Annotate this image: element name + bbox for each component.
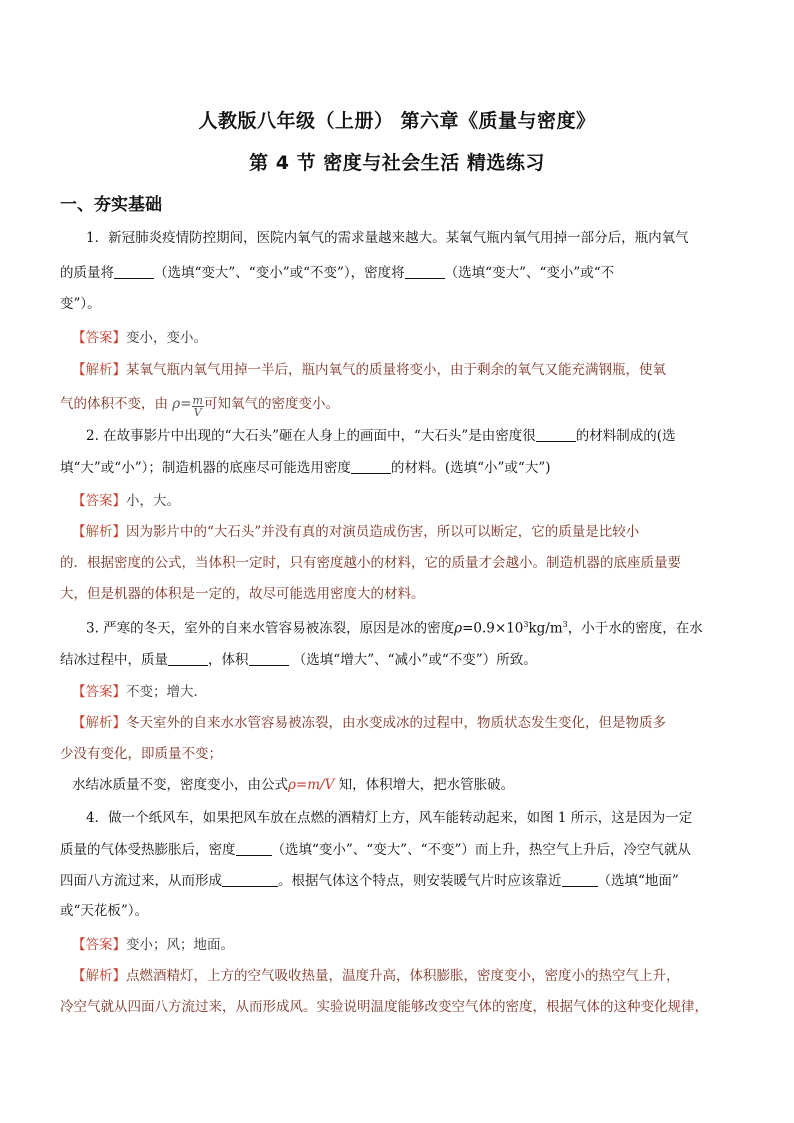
- section-heading: 一、夯实基础: [60, 195, 162, 215]
- q4-answer: [72, 939, 234, 953]
- text-span: 填“大”或“小”）；制造机器的底座尽可能选用密度: [60, 460, 351, 476]
- q1-line-3: 变”）。: [60, 296, 101, 312]
- q4-line-3: [60, 874, 679, 889]
- text-span: 知，体积增大，把水管胀破。: [334, 777, 515, 793]
- q1-line-2: [60, 266, 614, 281]
- text-span: m: [192, 394, 203, 407]
- text-span: 质量的气体受热膨胀后，密度: [60, 842, 236, 858]
- q4-blank-3: [562, 874, 598, 887]
- q4-line-4: 或“天花板”）。: [60, 903, 149, 919]
- text-span: 变小；风；地面。: [126, 937, 234, 953]
- text-span: 可知氧气的密度变小。: [203, 396, 339, 412]
- text-span: 的材料。(选填“小”或“大”): [390, 460, 551, 476]
- text-span: 【答案】: [72, 493, 126, 509]
- q1-blank-2: [405, 266, 445, 279]
- text-span: V: [193, 406, 202, 419]
- q3-explanation-3: [72, 779, 514, 793]
- superscript: 3: [562, 620, 568, 629]
- text-span: ，小于水的密度，在水: [567, 620, 703, 637]
- text-span: 四面八方流过来，从而形成: [60, 873, 222, 889]
- q3-explanation-1: [72, 717, 666, 731]
- text-span: ρ=m/V: [288, 777, 335, 793]
- document-title: 人教版八年级（上册） 第六章《质量与密度》: [198, 110, 596, 132]
- text-span: 变小，变小。: [126, 330, 207, 346]
- q1-explanation-1: [72, 364, 666, 378]
- q1-explanation-2: [60, 395, 339, 418]
- q2-blank-1: [536, 429, 576, 442]
- text-span: 【解析】: [72, 524, 126, 540]
- text-span: 某氧气瓶内氧气用掉一半后，瓶内氧气的质量将变小，由于剩余的氧气又能充满钢瓶，使氧: [126, 362, 666, 378]
- text-span: 水结冰质量不变，密度变小，由公式: [72, 777, 288, 793]
- text-span: ρ=: [172, 396, 192, 412]
- q2-explanation-2: [60, 557, 681, 571]
- q1-blank-1: [114, 266, 154, 279]
- text-span: =0.9×10: [462, 620, 524, 637]
- text-span: （选填“变大”、“变小”或“不变”），密度将: [154, 265, 405, 281]
- text-span: （选填“地面”: [597, 873, 679, 889]
- text-span: ρ: [454, 620, 463, 637]
- text-span: 的．根据密度的公式，当体积一定时，只有密度越小的材料，它的质量才会越小。制造机器的底座质量要: [60, 555, 681, 571]
- text-span: 结冰过程中，质量: [60, 652, 168, 668]
- q2-explanation-1: [72, 526, 639, 540]
- text-span: 3. 严寒的冬天，室外的自来水管容易被冻裂，原因是冰的密度: [86, 620, 455, 637]
- q3-line-2: [60, 653, 537, 668]
- q2-explanation-3: [60, 588, 425, 602]
- text-span: 【解析】: [72, 968, 126, 984]
- q4-explanation-1: [72, 970, 680, 984]
- explanation-tag: 【解析】: [72, 362, 126, 378]
- text-span: 的质量将: [60, 265, 114, 281]
- q3-line-1: [86, 621, 703, 636]
- q2-line-2: [60, 461, 551, 476]
- q4-line-1: 4．做一个纸风车，如果把风车放在点燃的酒精灯上方，风车能转动起来，如图 1 所示，这是因为一定: [86, 810, 693, 826]
- text-span: 冷空气就从四面八方流过来，从而形成风。实验说明温度能够改变空气体的密度，根据气体的这种变化规律，: [60, 999, 708, 1015]
- text-span: 气的体积不变，由: [60, 396, 168, 412]
- text-span: 因为影片中的“大石头”并没有真的对演员造成伤害，所以可以断定，它的质量是比较小: [126, 524, 640, 540]
- text-span: 大，但是机器的体积是一定的，故尽可能选用密度大的材料。: [60, 586, 425, 602]
- text-span: （选填“变大”、“变小”或“不: [444, 265, 615, 281]
- q2-blank-2: [351, 461, 391, 474]
- q1-answer: [72, 332, 207, 346]
- q3-blank-2: [249, 653, 289, 666]
- text-span: 【答案】: [72, 684, 126, 700]
- q4-blank-1: [236, 843, 272, 856]
- q3-blank-1: [168, 653, 208, 666]
- document-subtitle: 第 4 节 密度与社会生活 精选练习: [249, 152, 545, 174]
- q2-line-1: [86, 429, 676, 444]
- text-span: 【答案】: [72, 937, 126, 953]
- q3-explanation-2: [60, 748, 222, 762]
- text-span: kg/m: [528, 620, 563, 637]
- answer-tag: 【答案】: [72, 330, 126, 346]
- superscript: 3: [523, 620, 529, 629]
- text-span: 少没有变化，即质量不变；: [60, 746, 222, 762]
- q1-line-1: 1．新冠肺炎疫情防控期间，医院内氧气的需求量越来越大。某氧气瓶内氧气用掉一部分后，瓶内氧气: [86, 230, 689, 246]
- text-span: 的材料制成的(选: [575, 428, 676, 444]
- text-span: （选填“变小”、“变大”、“不变”）而上升，热空气上升后，冷空气就从: [271, 842, 691, 858]
- text-span: 。根据气体这个特点，则安装暖气片时应该靠近: [278, 873, 562, 889]
- text-span: 小，大。: [126, 493, 180, 509]
- q4-explanation-2: [60, 1001, 708, 1015]
- text-span: 点燃酒精灯，上方的空气吸收热量，温度升高，体积膨胀，密度变小，密度小的热空气上升，: [126, 968, 680, 984]
- text-span: ，体积: [208, 652, 249, 668]
- text-span: 冬天室外的自来水水管容易被冻裂，由水变成冰的过程中，物质状态发生变化，但是物质多: [126, 715, 666, 731]
- text-span: （选填“增大”、“减小”或“不变”）所致。: [288, 652, 537, 668]
- text-span: 2. 在故事影片中出现的“大石头”砸在人身上的画面中，“大石头”是由密度很: [86, 428, 536, 444]
- q3-answer: [72, 686, 207, 700]
- q2-answer: [72, 495, 180, 509]
- density-fraction: [192, 395, 204, 418]
- text-span: 【解析】: [72, 715, 126, 731]
- q4-line-2: [60, 843, 691, 858]
- q4-blank-2: [222, 874, 278, 887]
- text-span: 不变；增大．: [126, 684, 207, 700]
